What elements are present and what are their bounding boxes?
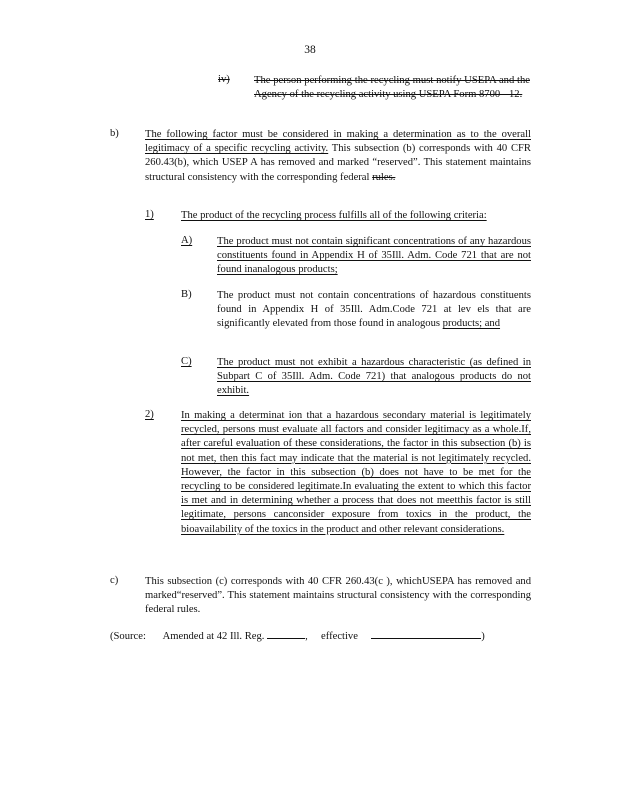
item-a-label-text: A) xyxy=(181,235,193,246)
item-iv-struck-text: The person performing the recycling must notify USEPA and the Agency of the recycling activity using USEPA Form 8700 - 12. xyxy=(254,75,530,101)
item-2-label-text: 2) xyxy=(145,409,154,420)
item-iv-text xyxy=(254,74,530,102)
source-line xyxy=(110,628,530,644)
item-b-label: B) xyxy=(181,289,192,300)
source-amended: Amended at 42 Ill. Reg. xyxy=(162,631,265,642)
section-b-text xyxy=(145,128,531,185)
item-iv-label xyxy=(218,74,230,85)
item-1-label-text: 1) xyxy=(145,209,154,220)
item-b-plain: The product must not contain concentrations of hazardous constituents found in Appendix H of 35Ill. Adm.Code 721 at lev els that are significantly elevated from those found in analogous xyxy=(217,290,531,330)
item-c-text xyxy=(217,356,531,399)
item-c-underlined: The product must not exhibit a hazardous characteristic (as defined in Subpart C of 35Ill. Adm. Code 721) that analogous products do not exhibit. xyxy=(217,357,531,397)
item-2-underlined: In making a determinat ion that a hazardous secondary material is legitimately recycled, persons must evaluate all factors and consider legitimacy as a whole.If, after careful evaluation of these considerations, the factor in this subsection (b) is not met, then this fact may indicate that the material is not legitimately recycled. However, the factor in this subsection (b) does not have to be met for the recycling to be considered legitimate.In evaluating the extent to which this factor is met and in determining whether a process that does not meetthis factor is still legitimate, persons canconsider exposure from toxics in the product, the bioavailability of the toxics in the product and other relevant considerations. xyxy=(181,410,531,535)
section-b-label: b) xyxy=(110,128,119,139)
source-open: (Source: xyxy=(110,631,146,642)
item-b-underlined: products; and xyxy=(442,318,501,330)
section-c-label: c) xyxy=(110,575,119,586)
item-2-text xyxy=(181,409,531,537)
source-comma: , xyxy=(305,631,308,642)
item-a-label xyxy=(181,235,192,246)
item-1-text xyxy=(181,209,531,223)
item-a-underlined: The product must not contain significant concentrations of any hazardous constituents found in Appendix H of 35Ill. Adm. Code 721 that are not found inanalogous products; xyxy=(217,236,531,276)
item-b-text xyxy=(217,289,531,332)
page-number: 38 xyxy=(304,44,316,56)
item-iv-label-text: iv) xyxy=(218,74,230,85)
effective-date-blank xyxy=(371,628,481,639)
source-effective: effective xyxy=(321,631,358,642)
section-b-underlined: The following factor must be considered in making a determination as to the overall legitimacy of a specific recycling activity. xyxy=(145,129,531,155)
item-c-label xyxy=(181,356,192,367)
section-c-text: This subsection (c) corresponds with 40 CFR 260.43(c ), whichUSEPA has removed and marked“reserved”. This statement maintains structural consistency with the corresponding federal rules. xyxy=(145,576,531,616)
section-b-struck: rules. xyxy=(372,171,396,183)
section-b-plain: This subsection (b) corresponds with 40 CFR 260.43(b), which USEP A has removed and marked “reserved”. This statement maintains structural consistency with the corresponding federal xyxy=(145,143,531,183)
source-close: ) xyxy=(481,631,485,642)
item-a-text xyxy=(217,235,531,278)
item-2-label xyxy=(145,409,154,420)
item-1-underlined: The product of the recycling process fulfills all of the following criteria: xyxy=(181,210,487,221)
item-c-label-text: C) xyxy=(181,356,192,367)
item-1-label xyxy=(145,209,154,220)
register-blank xyxy=(267,628,305,639)
